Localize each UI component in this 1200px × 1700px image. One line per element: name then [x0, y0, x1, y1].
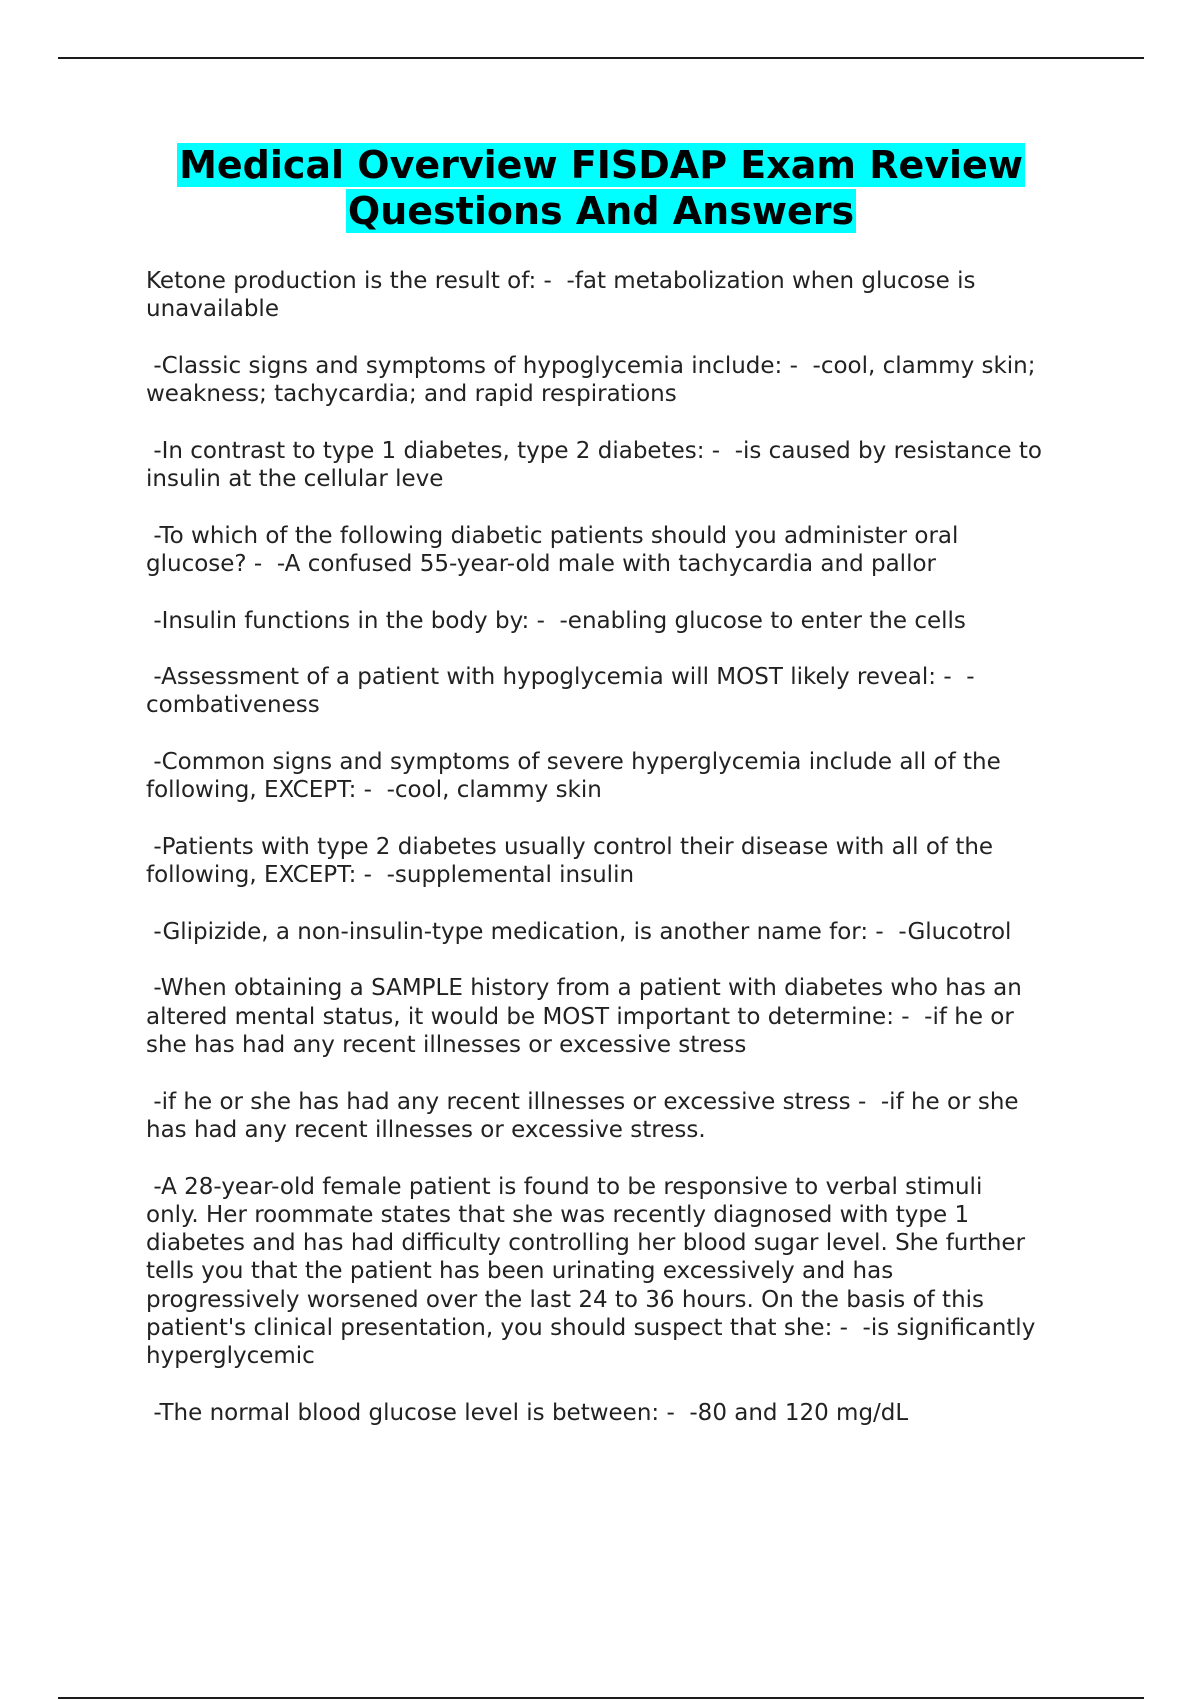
- qa-item-12: -A 28-year-old female patient is found to be responsive to verbal stimuli only. Her roommate states that she was recently diagnosed with type 1 diabetes and has had difficulty controlling her blood sugar level. She further tells you that the patient has been urinating excessively and has progressively worsened over the last 24 to 36 hours. On the basis of this patient's clinical presentation, you should suspect that she: - -is significantly hyperglycemic: [146, 1173, 1036, 1370]
- qa-item-6: -Assessment of a patient with hypoglycemia will MOST likely reveal: - - combativeness: [146, 664, 975, 719]
- qa-item-13: -The normal blood glucose level is between: - -80 and 120 mg/dL: [146, 1399, 909, 1426]
- bottom-rule: [58, 1697, 1144, 1699]
- page-title: [58, 142, 1144, 234]
- title-line-2: Questions And Answers: [347, 189, 855, 233]
- qa-item-3: -In contrast to type 1 diabetes, type 2 diabetes: - -is caused by resistance to insulin at the cellular leve: [146, 437, 1042, 493]
- qa-item-1: Ketone production is the result of: - -fat metabolization when glucose is unavailable: [146, 268, 976, 323]
- qa-item-10: -When obtaining a SAMPLE history from a patient with diabetes who has an altered mental status, it would be MOST important to determine: - -if he or she has had any recent illnesses or excessive stress: [146, 975, 1022, 1059]
- qa-item-9: -Glipizide, a non-insulin-type medication, is another name for: - -Glucotrol: [146, 918, 1012, 945]
- top-rule: [58, 57, 1144, 59]
- qa-item-2: -Classic signs and symptoms of hypoglycemia include: - -cool, clammy skin; weakness; tachycardia; and rapid respirations: [146, 352, 1036, 408]
- qa-item-4: -To which of the following diabetic patients should you administer oral glucose? - -A confused 55-year-old male with tachycardia and pallor: [146, 522, 959, 577]
- qa-item-11: -if he or she has had any recent illnesses or excessive stress - -if he or she has had any recent illnesses or excessive stress.: [146, 1088, 1019, 1143]
- title-line-1: Medical Overview FISDAP Exam Review: [179, 143, 1023, 187]
- qa-item-8: -Patients with type 2 diabetes usually control their disease with all of the following, EXCEPT: - -supplemental insulin: [146, 833, 994, 889]
- qa-item-5: -Insulin functions in the body by: - -enabling glucose to enter the cells: [146, 607, 966, 634]
- qa-list: [146, 267, 1106, 1455]
- qa-item-7: -Common signs and symptoms of severe hyperglycemia include all of the following, EXCEPT: - -cool, clammy skin: [146, 749, 1001, 804]
- title-block: [58, 142, 1144, 234]
